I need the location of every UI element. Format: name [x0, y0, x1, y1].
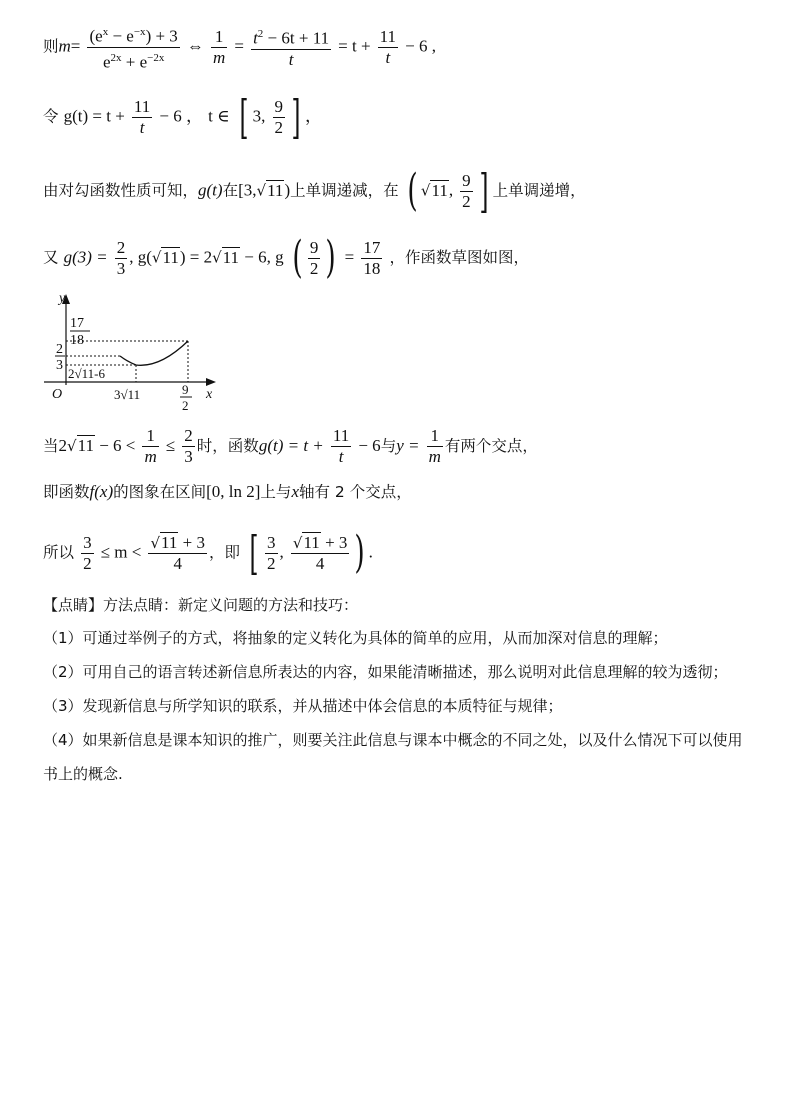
x-axis-arrow-icon	[206, 378, 216, 386]
notes-heading: 【点睛】方法点睛：新定义问题的方法和技巧：	[43, 596, 359, 614]
notes-item-4-cont: 书上的概念.	[43, 765, 123, 783]
y-low-label: 2√11-6	[68, 366, 105, 381]
text-tail: ，作函数草图如图，	[389, 248, 529, 267]
fraction-3-over-2: $\frac{3}{2}$	[267, 532, 276, 573]
fraction-exp: $\frac{(e^x - e^{-x}) + 3}{e^{2x} + e^{-2x}}$	[87, 22, 179, 72]
x-end-den: 2	[182, 398, 189, 413]
fraction-sqrt11-plus3-over-4: $\frac{√11 + 3}{4}$	[292, 533, 348, 573]
interval-0-ln2: [0, ln 2]	[206, 482, 261, 501]
text-prefix: 则	[43, 37, 59, 56]
notes-item-4: （4）如果新信息是课本知识的推广，则要关注此信息与课本中概念的不同之处，以及什么情况下可以使用	[43, 731, 743, 749]
equals: =	[70, 36, 81, 56]
g-tail: − 6 ，	[159, 106, 203, 126]
domain-text: t ∈	[208, 106, 230, 126]
text-c: 上单调递减，在	[290, 181, 399, 200]
iff-symbol: ⇔	[186, 36, 204, 56]
notes-item-1: （1）可通过举例子的方式，将抽象的定义转化为具体的简单的应用，从而加深对信息的理解；	[43, 629, 668, 647]
x-axis-label: x	[206, 387, 213, 402]
fraction-11-over-t: $\frac{11}{t}$	[332, 426, 350, 466]
equation-line-1: 则m= $\frac{(e^x - e^{-x}) + 3}{e^{2x} + e^{-2x}}$ ⇔ $\frac{1}{m}$ = $\frac{t^2 - 6t + 11}{t}$ = t + $\frac{11}{t}$ − 6 ,	[43, 22, 436, 72]
fraction-17-over-18: $\frac{17}{18}$	[363, 237, 381, 278]
conclusion-line: 所以 $\frac{3}{2}$ ≤ m < $\frac{√11 + 3}{4}$ ，即 [ $\frac{3}{2}$ , $\frac{√11 + 3}{4}$ ) .	[43, 526, 373, 580]
text-prefix: 令	[43, 107, 59, 126]
x-end-num: 9	[182, 382, 189, 397]
fraction-1-over-m: $\frac{1}{m}$	[213, 26, 226, 67]
text-a: 由对勾函数性质可知，	[43, 181, 199, 200]
notes-item-3: （3）发现新信息与所学知识的联系，并从描述中体会信息的本质特征与规律；	[43, 697, 563, 715]
equation-line-2: 令 g(t) = t + $\frac{11}{t}$ − 6 ， t ∈ [ 3, $\frac{9}{2}$ ] ，	[43, 90, 322, 144]
fraction-sqrt11-plus3-over-4: $\frac{√11 + 3}{4}$	[150, 533, 205, 573]
g-definition: g(t) = t +	[63, 106, 125, 126]
fraction-1-over-m: $\frac{1}{m}$	[144, 426, 157, 466]
curve-g	[120, 341, 188, 365]
fraction-1-over-m: $\frac{1}{m}$	[428, 426, 441, 466]
fraction-2-over-3: $\frac{2}{3}$	[184, 426, 193, 466]
interval-line: 即函数f(x)的图象在区间[0, ln 2]上与x轴有 2 个交点，	[43, 482, 412, 501]
text-prefix: 又	[43, 248, 59, 267]
interval-start: 3,	[252, 106, 266, 126]
x-mid-label: 3√11	[114, 387, 141, 402]
rhs-text: = t +	[338, 36, 371, 56]
text-prefix: 当	[43, 437, 59, 455]
var-m: m	[58, 36, 71, 56]
notes-item-2: （2）可用自己的语言转述新信息所表达的内容，如果能清晰描述，那么说明对此信息理解的较为透彻；	[43, 663, 728, 681]
y-mid-den: 3	[56, 358, 63, 373]
fraction-11-over-t: $\frac{11}{t}$	[133, 96, 151, 137]
fraction-9-over-2: $\frac{9}{2}$	[274, 96, 284, 137]
rhs-tail: − 6 ,	[405, 36, 436, 56]
y-top-den: 18	[70, 333, 84, 348]
y-mid-num: 2	[56, 342, 63, 357]
fraction-3-over-2: $\frac{3}{2}$	[83, 532, 92, 573]
y-axis-label: y	[59, 291, 66, 306]
text-d: 上单调递增，	[492, 181, 586, 200]
y-top-num: 17	[70, 316, 84, 331]
text-prefix: 所以	[43, 543, 75, 562]
monotonic-line: 由对勾函数性质可知，g(t)在[3,√11)上单调递减，在 ( √11, $\frac{9}{2}$ ] 上单调递增，	[43, 164, 586, 218]
f-of-x: f(x)	[89, 482, 114, 501]
origin-label: O	[52, 387, 63, 402]
fraction-2-over-3: $\frac{2}{3}$	[116, 237, 126, 278]
fraction-9-over-2: $\frac{9}{2}$	[462, 170, 471, 211]
fraction-9-over-2: $\frac{9}{2}$	[309, 237, 319, 278]
values-line: 又 g(3) = $\frac{2}{3}$ , g(√11) = 2√11 − 6, g ( $\frac{9}{2}$ ) = $\frac{17}{18}$ ，作函数草图如图，	[43, 232, 529, 283]
function-graph	[40, 290, 230, 415]
fraction-t-quadratic: $\frac{t^2 - 6t + 11}{t}$	[251, 24, 331, 70]
g-3: g(3) =	[63, 247, 108, 267]
fraction-11-over-t: $\frac{11}{t}$	[379, 26, 397, 67]
g-of-t: g(t)	[198, 180, 223, 200]
condition-line: 当2√11 − 6 < $\frac{1}{m}$ ≤ $\frac{2}{3}$ 时，函数g(t) = t + $\frac{11}{t}$ − 6与y = $\frac{1}{m}$ 有两个交点，	[43, 426, 538, 466]
